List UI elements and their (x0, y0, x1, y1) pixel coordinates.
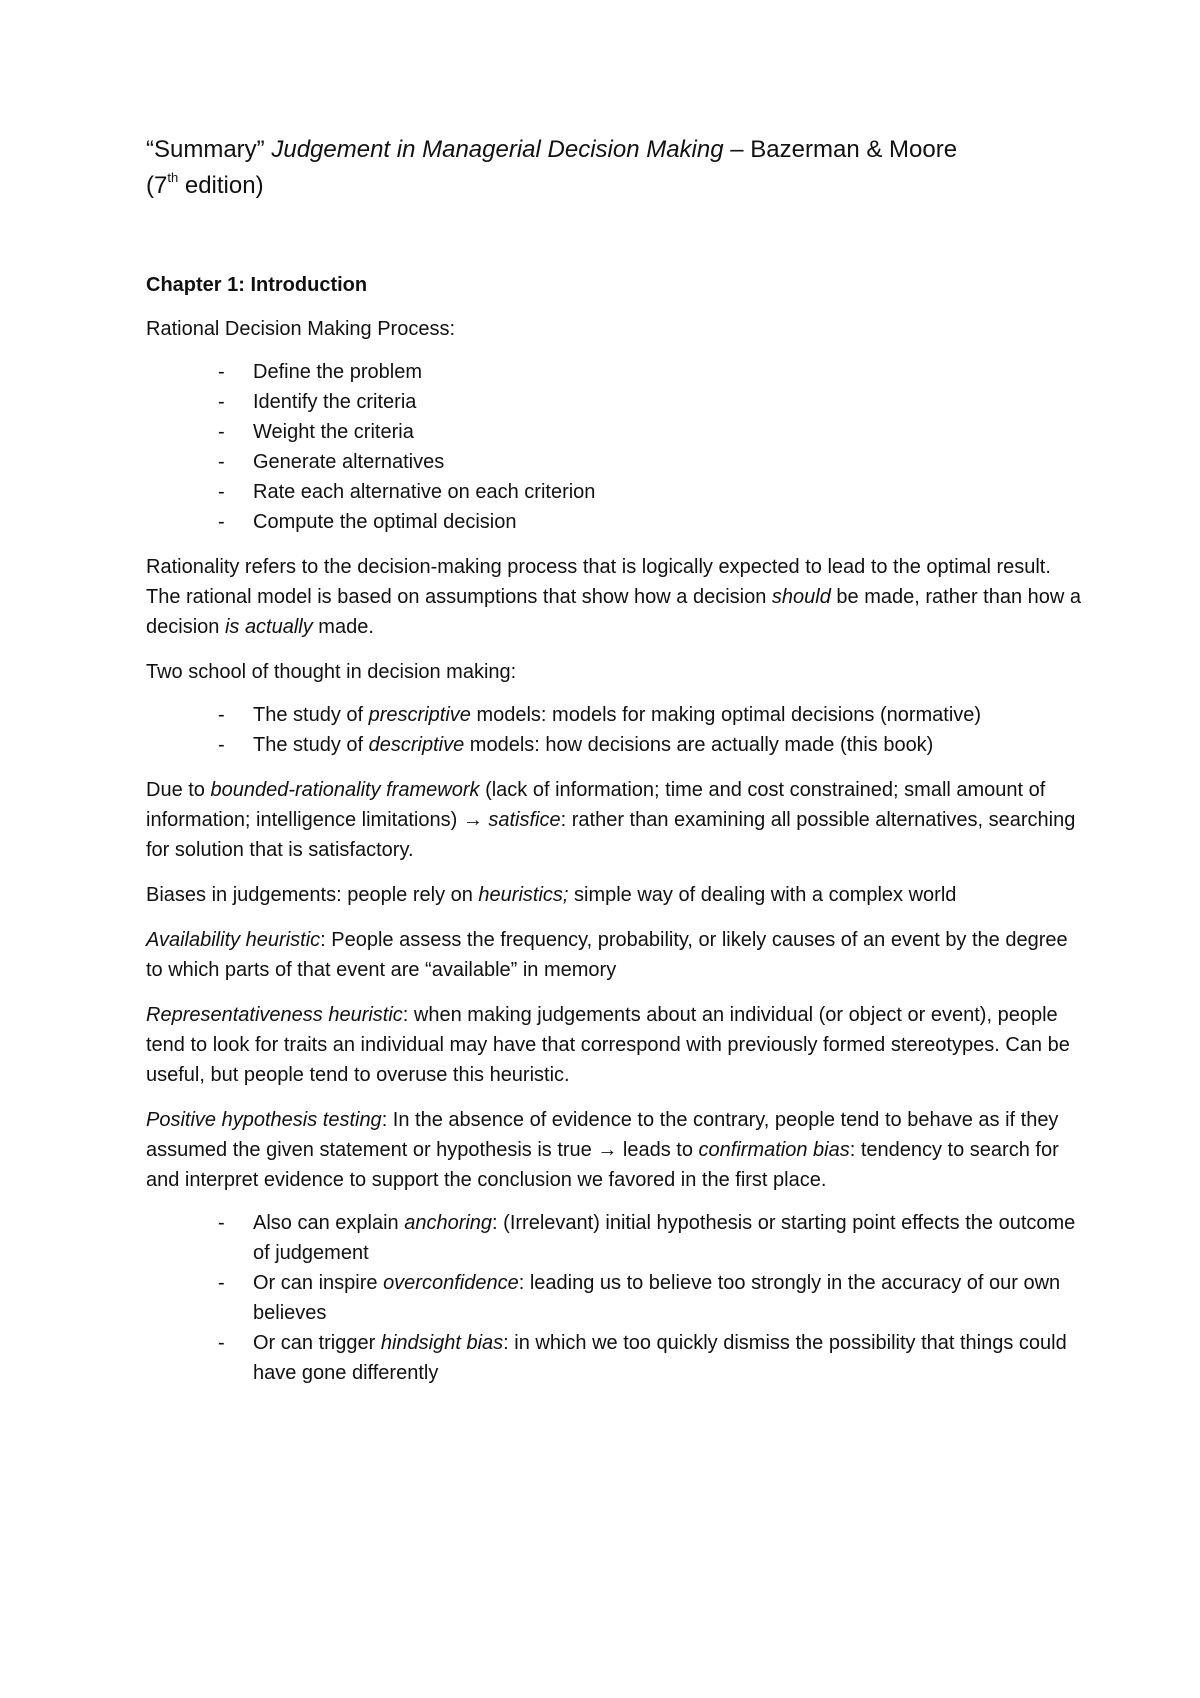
bounded-rationality-paragraph: Due to bounded-rationality framework (lack of information; time and cost constrained; small amount of information; intelligence limitations) → satisfice: rather than examining all possible alternatives, searching for solution that is satisfactory. (146, 779, 1076, 861)
rationality-paragraph: Rationality refers to the decision-making process that is logically expected to lead to the optimal result. The rational model is based on assumptions that show how a decision should be made, rather than how a decision is actually made. (146, 556, 1082, 638)
book-title: Judgement in Managerial Decision Making (271, 136, 724, 163)
rational-process-heading: Rational Decision Making Process: (146, 318, 456, 340)
list-item: - Generate alternatives (218, 451, 445, 473)
schools-list (146, 700, 1086, 760)
list-item: - Define the problem (218, 361, 422, 383)
positive-hypothesis-paragraph: Positive hypothesis testing: In the absence of evidence to the contrary, people tend to behave as if they assumed the given statement or hypothesis is true → leads to confirmation bias: tendency to search for and interpret evidence to support the conclusion we favored in the first place. (146, 1109, 1059, 1191)
list-item: - The study of descriptive models: how decisions are actually made (this book) (218, 734, 934, 756)
chapter-heading: Chapter 1: Introduction (146, 274, 368, 296)
rational-process-steps (146, 357, 1086, 537)
list-item: - Or can inspire overconfidence: leading us to believe too strongly in the accuracy of our own believes (218, 1272, 1061, 1324)
list-item: - Also can explain anchoring: (Irrelevant) initial hypothesis or starting point effects the outcome of judgement (218, 1212, 1076, 1264)
effects-list (146, 1208, 1086, 1388)
list-item: - Or can trigger hindsight bias: in which we too quickly dismiss the possibility that things could have gone differently (218, 1332, 1067, 1384)
list-item: - Rate each alternative on each criterion (218, 481, 596, 503)
arrow-icon: → (597, 1139, 618, 1161)
schools-heading: Two school of thought in decision making: (146, 661, 517, 683)
document-page (146, 132, 1086, 1388)
arrow-icon: → (462, 809, 483, 831)
representativeness-paragraph: Representativeness heuristic: when making judgements about an individual (or object or event), people tend to look for traits an individual may have that correspond with previously formed stereotypes. Can be useful, but people tend to overuse this heuristic. (146, 1004, 1070, 1086)
biases-paragraph: Biases in judgements: people rely on heuristics; simple way of dealing with a complex world (146, 884, 957, 906)
availability-paragraph: Availability heuristic: People assess the frequency, probability, or likely causes of an event by the degree to which parts of that event are “available” in memory (146, 929, 1068, 981)
list-item: - Compute the optimal decision (218, 511, 517, 533)
list-item: - Weight the criteria (218, 421, 414, 443)
document-title: “Summary” Judgement in Managerial Decision Making – Bazerman & Moore (7th edition) (146, 136, 958, 199)
list-item: - Identify the criteria (218, 391, 417, 413)
list-item: - The study of prescriptive models: models for making optimal decisions (normative) (218, 704, 982, 726)
